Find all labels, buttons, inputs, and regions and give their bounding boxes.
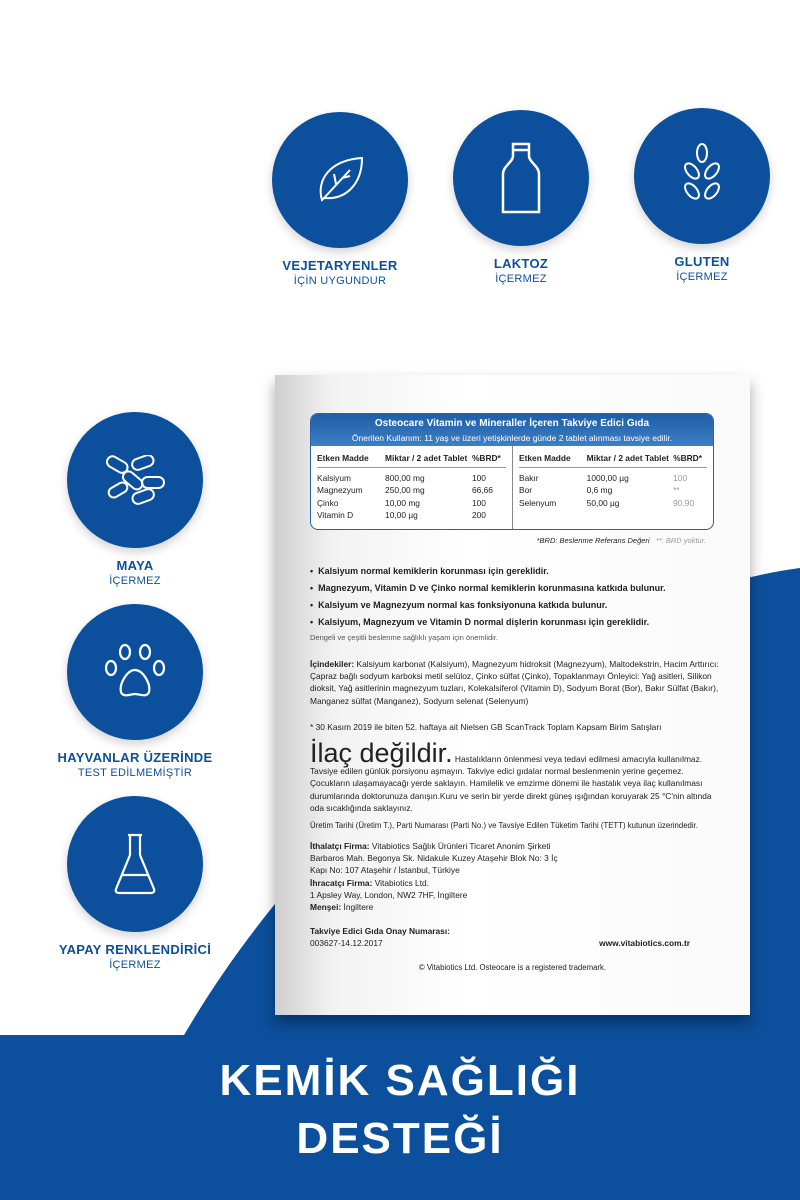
- table-row: Magnezyum 250,00 mg 66,66: [317, 485, 493, 496]
- paw-icon: [67, 604, 203, 740]
- copyright: © Vitabiotics Ltd. Osteocare is a registered trademark.: [418, 963, 607, 972]
- product-label: [275, 375, 750, 1015]
- badge-gluten: GLUTEN İÇERMEZ: [612, 108, 792, 283]
- benefit-list: [310, 563, 730, 631]
- list-item: • Magnezyum, Vitamin D ve Çinko normal kemiklerin korunmasına katkıda bulunur.: [310, 583, 666, 593]
- wheat-icon: [634, 108, 770, 244]
- table-row: Vitamin D 10,00 µg 200: [317, 509, 486, 520]
- balanced-diet-note: Dengeli ve çeşitli beslenme sağlıklı yaşam için önemlidir.: [310, 633, 498, 642]
- nutrition-table: Osteocare Vitamin ve Mineraller İçeren Takviye Edici Gıda Önerilen Kullanım: 11 yaş ve üzeri yetişkinlerde günde 2 tablet alınması tavsiye edilir. Etken Madde Miktar / 2 adet Tablet %BRD* Kalsiyum 800,00 mg 100 Magnezyum 250,00 mg 66,66 Çinko 10,00 mg 100 Vitamin D 10,00 µg 200 Etken Madde Miktar / 2 adet Tablet %BRD* Bakır 1000,00 µg 100 Bor 0,6 mg ** Selenyum 50,00 µg 90,90: [310, 413, 714, 530]
- column-header: Miktar / 2 adet Tablet: [586, 453, 669, 463]
- badge-artificial-colour: YAPAY RENKLENDİRİCİ İÇERMEZ: [45, 796, 225, 971]
- warning: İlaç değildir. Hastalıkların önlenmesi veya tedavi edilmesi amacıyla kullanılmaz. Tavsiye edilen günlük porsiyonu aşmayın. Takviye edici gıdalar normal beslenmenin yerine geçemez. Çocukların ulaşamayacağı yerde saklayın. Hamilelik ve emzirme dönemi ile hastalık veya ilaç kullanılması durumlarında doktorunuza danışın.Kuru ve serin bir yerde direkt güneş ışığından koruyarak 25 °C'nin altında oda sıcaklığında saklayınız.: [310, 738, 712, 813]
- table-row: Çinko 10,00 mg 100: [317, 497, 486, 508]
- website: www.vitabiotics.com.tr: [599, 938, 690, 948]
- yeast-icon: [67, 412, 203, 548]
- table-right: [512, 446, 713, 529]
- list-item: • Kalsiyum ve Magnezyum normal kas fonksiyonuna katkıda bulunur.: [310, 600, 608, 610]
- table-row: Selenyum 50,00 µg 90,90: [519, 497, 695, 508]
- approval: Takviye Edici Gıda Onay Numarası: 003627-14.12.2017: [310, 926, 450, 949]
- flask-icon: [67, 796, 203, 932]
- table-row: Kalsiyum 800,00 mg 100: [317, 473, 486, 484]
- dates-note: Üretim Tarihi (Üretim T.), Parti Numarası (Parti No.) ve Tavsiye Edilen Tüketim Tarihi (TETT) kutunun üzerindedir.: [310, 821, 698, 830]
- milk-bottle-icon: [453, 110, 589, 246]
- list-item: • Kalsiyum normal kemiklerin korunması için gereklidir.: [310, 566, 549, 576]
- ingredients: İçindekiler: Kalsiyum karbonat (Kalsiyum), Magnezyum hidroksit (Magnezyum), Maltodekstrin, Hacim Arttırıcı: Çapraz bağlı sodyum karboksi metil selüloz, Çinko sülfat (Çinko), Topaklanmayı Önleyici: Yağ asitleri, Silikon dioksit, Yağ asitlerinin magnezyum tuzları, Kolekalsiferol (Vitamin D), Sodyum Borat (Bor), Bakır Sülfat (Bakır), Manganez sülfat (Manganez), Sodyum selenat (Selenyum): [310, 659, 719, 706]
- table-row: Bakır 1000,00 µg 100: [519, 473, 688, 484]
- column-header: Etken Madde: [317, 453, 369, 463]
- table-left: [311, 446, 512, 529]
- badge-animal-testing: HAYVANLAR ÜZERİNDE TEST EDİLMEMİŞTİR: [45, 604, 225, 779]
- badge-lactose: LAKTOZ İÇERMEZ: [431, 110, 611, 285]
- company-info: İthalatçı Firma: Vitabiotics Sağlık Ürünleri Ticaret Anonim Şirketi Barbaros Mah. Begonya Sk. Nidakule Kuzey Ataşehir Blok No: 3 İç Kapı No: 107 Ataşehir / İstanbul, Türkiye İhracatçı Firma: Vitabiotics Ltd. 1 Apsley Way, London, NW2 7HF, İngiltere Menşei: İngiltere: [310, 841, 558, 912]
- nielsen-note: * 30 Kasım 2019 ile biten 52. haftaya ait Nielsen GB ScanTrack Toplam Kapsam Birim Satışları: [310, 722, 662, 732]
- badge-vegetarian: VEJETARYENLER İÇİN UYGUNDUR: [250, 112, 430, 287]
- column-header: %BRD*: [673, 453, 702, 463]
- badge-yeast: MAYA İÇERMEZ: [45, 412, 225, 587]
- column-header: %BRD*: [471, 453, 501, 463]
- column-header: Miktar / 2 adet Tablet: [385, 453, 468, 463]
- headline: KEMİK SAĞLIĞI DESTEĞİ: [219, 1056, 581, 1163]
- table-footnote: *BRD: Beslenme Referans Değeri **: BRD yoktur.: [536, 536, 706, 545]
- column-header: Etken Madde: [519, 453, 571, 463]
- leaf-icon: [272, 112, 408, 248]
- table-row: Bor 0,6 mg **: [519, 485, 680, 496]
- list-item: • Kalsiyum, Magnezyum ve Vitamin D normal dişlerin korunması için gereklidir.: [310, 617, 650, 627]
